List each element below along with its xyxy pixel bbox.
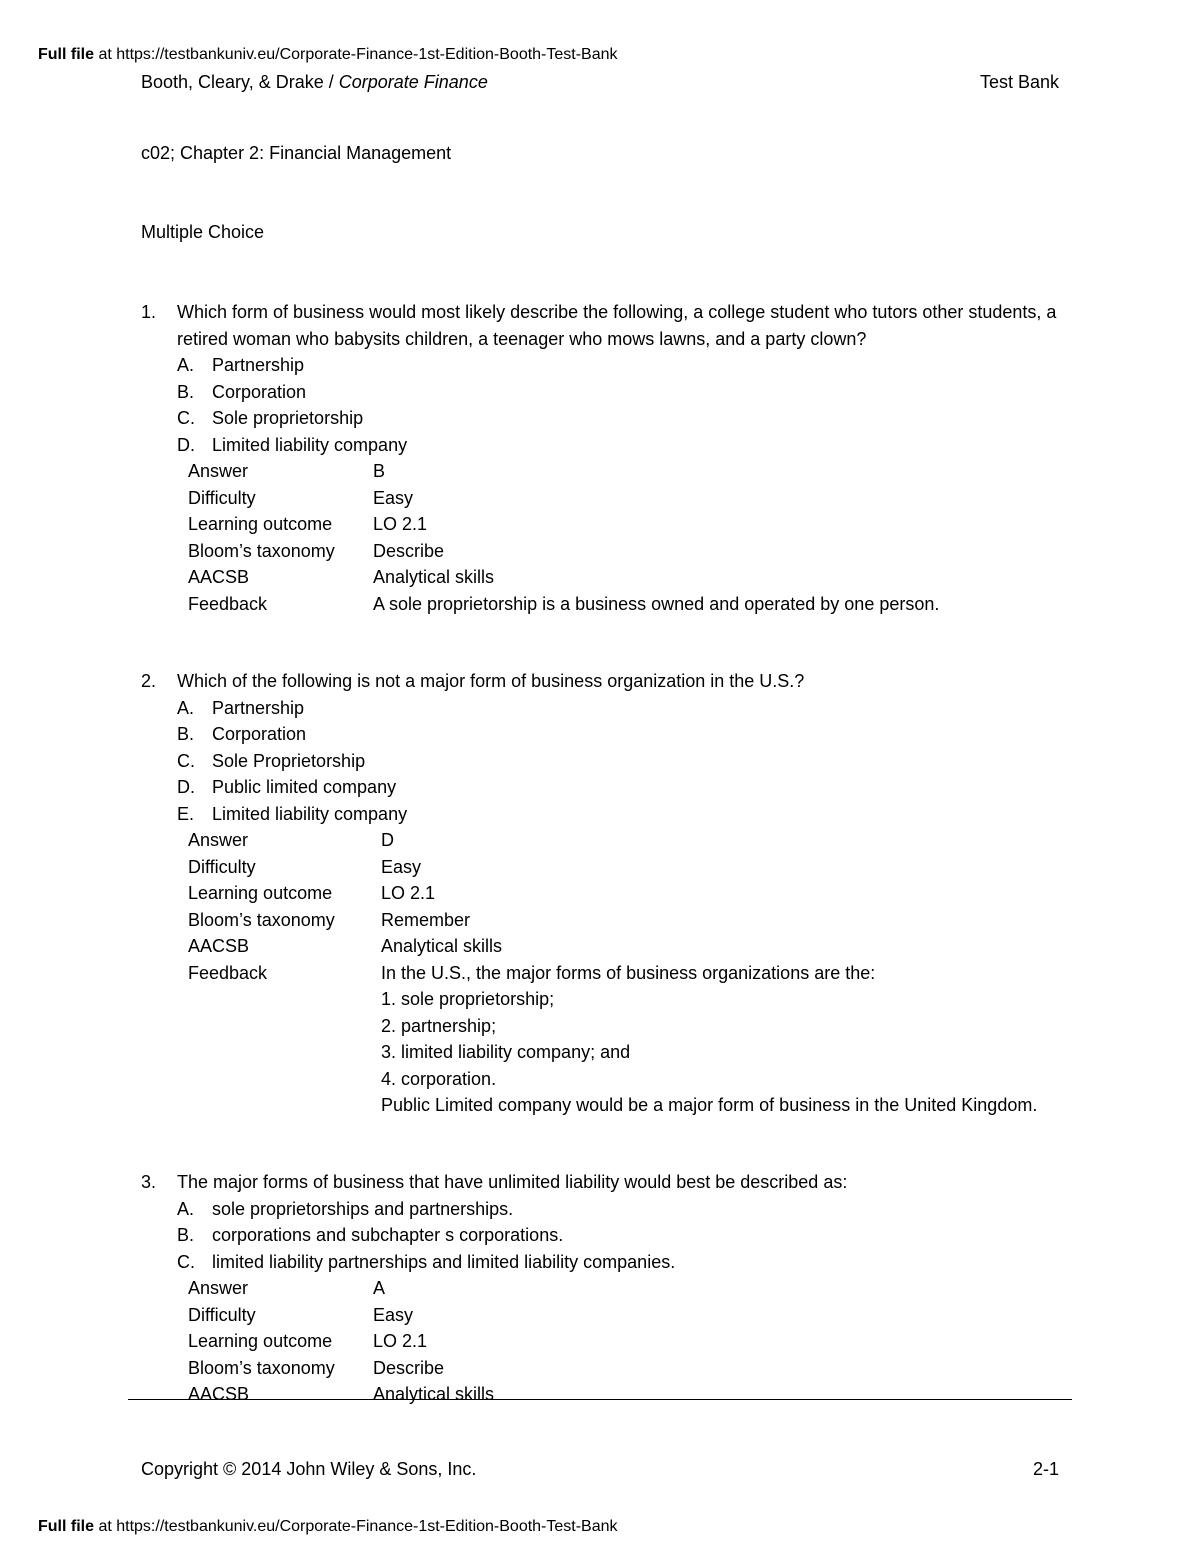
option-letter: B.	[177, 381, 195, 402]
meta-label: Feedback	[188, 962, 268, 983]
meta-aacsb	[141, 1381, 1121, 1408]
option-b	[141, 379, 1121, 406]
question-2	[141, 668, 1121, 1119]
option-text: Corporation	[212, 381, 307, 402]
option-b	[141, 1222, 1121, 1249]
banner-url[interactable]: at https://testbankuniv.eu/Corporate-Finance-1st-Edition-Booth-Test-Bank	[94, 1518, 618, 1535]
meta-value: Describe	[373, 540, 445, 561]
question-number: 2.	[141, 671, 157, 691]
meta-label: Bloom’s taxonomy	[188, 540, 335, 561]
meta-value: Remember	[381, 909, 471, 930]
option-b	[141, 721, 1121, 748]
meta-value: Easy	[373, 1304, 414, 1325]
option-letter: D.	[177, 777, 195, 797]
meta-label: Answer	[188, 461, 249, 481]
page-number: 2-1	[1032, 1459, 1059, 1479]
option-letter: A.	[177, 697, 195, 718]
feedback-text: In the U.S., the major forms of business organizations are the:	[381, 962, 876, 983]
question-number: 3.	[141, 1172, 157, 1192]
header-book-title: Corporate Finance	[338, 72, 488, 92]
meta-label: Learning outcome	[188, 1331, 333, 1351]
option-a	[141, 695, 1121, 722]
option-letter: C.	[177, 408, 195, 428]
option-d	[141, 432, 1121, 459]
meta-value: Analytical skills	[381, 936, 503, 956]
meta-value: Describe	[373, 1357, 445, 1378]
meta-value: LO 2.1	[373, 1331, 428, 1351]
question-stem	[141, 299, 1121, 352]
meta-value: Easy	[373, 487, 414, 508]
meta-value: D	[381, 830, 394, 850]
question-text: Which form of business would most likely describe the following, a college student who tutors other students, a retired woman who babysits children, a teenager who mows lawns, and a party clown?	[177, 302, 1057, 349]
feedback-line: 2. partnership;	[381, 1015, 497, 1036]
page-header	[141, 72, 1059, 93]
meta-label: Answer	[188, 1278, 249, 1298]
meta-value: A	[373, 1278, 386, 1298]
option-a	[141, 1196, 1121, 1223]
option-letter: A.	[177, 1198, 195, 1219]
option-letter: C.	[177, 750, 195, 771]
page-footer	[141, 1459, 1059, 1480]
meta-answer	[141, 458, 1121, 485]
feedback-line: 4. corporation.	[381, 1068, 497, 1089]
option-text: corporations and subchapter s corporations.	[212, 1225, 564, 1245]
option-text: limited liability partnerships and limited liability companies.	[212, 1251, 676, 1272]
header-authors: Booth, Cleary, & Drake /	[141, 72, 339, 92]
meta-feedback	[141, 960, 1121, 987]
meta-aacsb	[141, 933, 1121, 960]
option-text: Sole proprietorship	[212, 408, 364, 428]
option-c	[141, 1249, 1121, 1276]
meta-outcome	[141, 511, 1121, 538]
banner-bold: Full file	[38, 46, 94, 63]
option-letter: B.	[177, 724, 195, 744]
option-text: Limited liability company	[212, 803, 408, 824]
question-text: Which of the following is not a major form of business organization in the U.S.?	[177, 671, 805, 691]
meta-answer	[141, 827, 1121, 854]
meta-bloom	[141, 907, 1121, 934]
option-c	[141, 748, 1121, 775]
meta-label: Answer	[188, 830, 249, 850]
option-a	[141, 352, 1121, 379]
option-c	[141, 405, 1121, 432]
section-title: Multiple Choice	[141, 222, 265, 242]
meta-label: Difficulty	[188, 1304, 256, 1325]
option-d	[141, 774, 1121, 801]
question-3	[141, 1169, 1121, 1408]
option-text: Limited liability company	[212, 434, 408, 455]
meta-label: Bloom’s taxonomy	[188, 909, 335, 930]
feedback-line: 1. sole proprietorship;	[381, 989, 555, 1009]
option-letter: A.	[177, 355, 195, 375]
meta-label: Feedback	[188, 593, 268, 614]
meta-answer	[141, 1275, 1121, 1302]
meta-label: Difficulty	[188, 487, 256, 508]
meta-difficulty	[141, 854, 1121, 881]
meta-value: Easy	[381, 856, 422, 877]
meta-difficulty	[141, 485, 1121, 512]
meta-value: B	[373, 461, 386, 481]
chapter-title: c02; Chapter 2: Financial Management	[141, 143, 452, 163]
question-stem	[141, 1169, 1121, 1196]
meta-bloom	[141, 1355, 1121, 1382]
header-test-bank: Test Bank	[979, 72, 1059, 92]
option-text: Partnership	[212, 355, 305, 375]
feedback-line: 3. limited liability company; and	[381, 1042, 631, 1062]
meta-value: LO 2.1	[381, 883, 436, 903]
option-text: Sole Proprietorship	[212, 750, 366, 771]
meta-value: Analytical skills	[373, 1384, 495, 1404]
banner-url[interactable]: at https://testbankuniv.eu/Corporate-Finance-1st-Edition-Booth-Test-Bank	[94, 46, 618, 63]
question-1	[141, 299, 1121, 617]
feedback-line: Public Limited company would be a major form of business in the United Kingdom.	[381, 1095, 1038, 1115]
meta-label: Bloom’s taxonomy	[188, 1357, 335, 1378]
option-letter: B.	[177, 1225, 195, 1245]
meta-label: Difficulty	[188, 856, 256, 877]
meta-label: AACSB	[188, 1384, 250, 1404]
meta-feedback	[141, 591, 1121, 618]
option-text: sole proprietorships and partnerships.	[212, 1198, 514, 1219]
meta-label: AACSB	[188, 567, 250, 587]
option-e	[141, 801, 1121, 828]
footer-divider	[128, 1399, 1072, 1400]
copyright-text: Copyright © 2014 John Wiley & Sons, Inc.	[141, 1459, 477, 1479]
full-file-banner-bottom	[38, 1518, 618, 1536]
question-number: 1.	[141, 302, 157, 322]
question-stem	[141, 668, 1121, 695]
meta-difficulty	[141, 1302, 1121, 1329]
full-file-banner-top	[38, 46, 618, 64]
meta-outcome	[141, 880, 1121, 907]
meta-value: LO 2.1	[373, 514, 428, 534]
option-letter: E.	[177, 803, 195, 824]
feedback-text: A sole proprietorship is a business owned and operated by one person.	[373, 593, 940, 614]
option-letter: D.	[177, 434, 195, 455]
option-letter: C.	[177, 1251, 195, 1272]
meta-label: Learning outcome	[188, 514, 333, 534]
question-text: The major forms of business that have unlimited liability would best be described as:	[177, 1172, 848, 1192]
option-text: Partnership	[212, 697, 305, 718]
banner-bold: Full file	[38, 1518, 94, 1535]
meta-bloom	[141, 538, 1121, 565]
meta-label: AACSB	[188, 936, 250, 956]
option-text: Public limited company	[212, 777, 397, 797]
meta-label: Learning outcome	[188, 883, 333, 903]
meta-outcome	[141, 1328, 1121, 1355]
meta-value: Analytical skills	[373, 567, 495, 587]
meta-aacsb	[141, 564, 1121, 591]
option-text: Corporation	[212, 724, 307, 744]
